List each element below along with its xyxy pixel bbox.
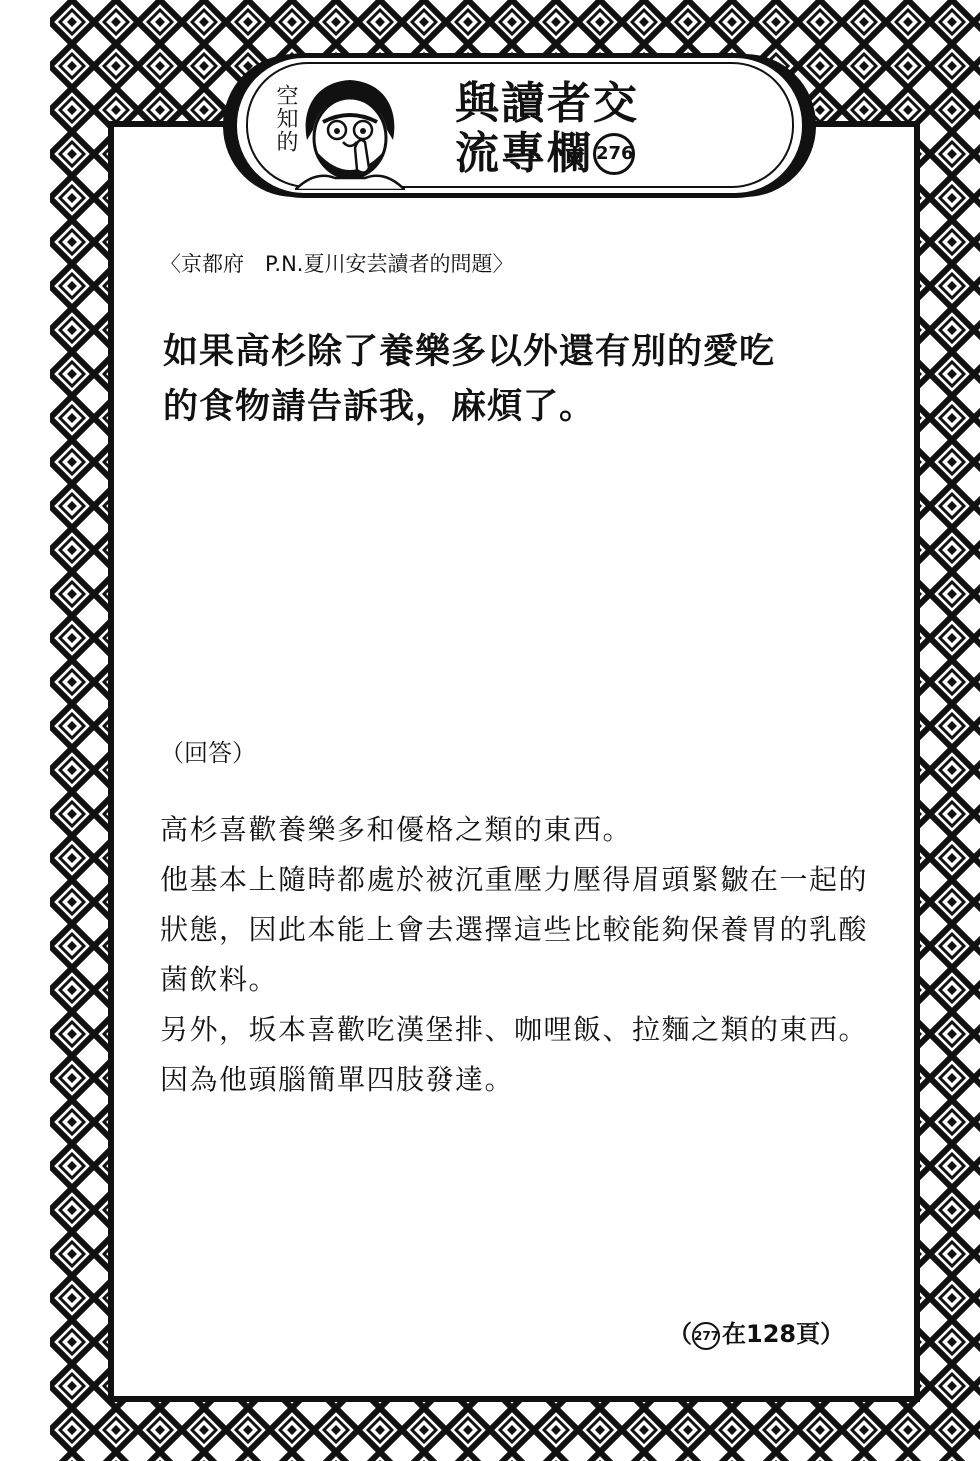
column-title-line-1: 與讀者交 (455, 78, 639, 129)
answer-line: 菌飲料。 (160, 963, 279, 996)
answer-body (160, 805, 890, 1105)
answer-line: 另外，坂本喜歡吃漢堡排、咖哩飯、拉麵之類的東西。 (160, 1013, 869, 1046)
gorilla-face-icon (295, 70, 405, 190)
answer-line: 狀態，因此本能上會去選擇這些比較能夠保養胃的乳酸 (160, 913, 869, 946)
issue-number-badge: 276 (593, 133, 635, 175)
answer-label: （回答） (160, 739, 256, 767)
ref-page-text: 在128頁） (722, 1320, 845, 1348)
next-question-reference (668, 1318, 844, 1350)
ref-number-circle: 277 (692, 1322, 720, 1350)
question-text (163, 325, 775, 435)
author-label: 空知的 (273, 84, 298, 153)
question-line: 如果高杉除了養樂多以外還有別的愛吃 (163, 332, 776, 372)
question-source: 〈京都府 P.N.夏川安芸讀者的問題〉 (160, 252, 514, 276)
question-line: 的食物請告訴我，麻煩了。 (163, 387, 596, 427)
column-title-line-2: 流專欄 (455, 128, 593, 179)
ref-open-paren: （ (668, 1320, 692, 1348)
left-margin (0, 0, 50, 1461)
answer-line: 因為他頭腦簡單四肢發達。 (160, 1063, 515, 1096)
answer-line: 高杉喜歡養樂多和優格之類的東西。 (160, 813, 633, 846)
answer-line: 他基本上隨時都處於被沉重壓力壓得眉頭緊皺在一起的 (160, 863, 869, 896)
